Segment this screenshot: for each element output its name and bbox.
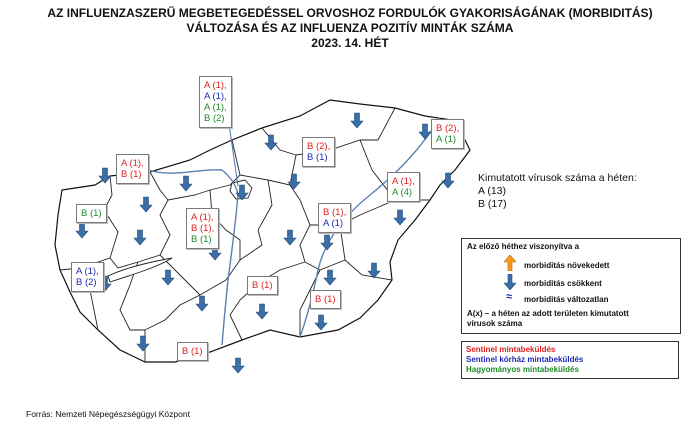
map-title-line1: AZ INFLUENZASZERŰ MEGBETEGEDÉSSEL ORVOSHOZ FORDULÓK GYAKORISÁGÁNAK (MORBIDITÁS) [47,6,653,20]
source-traditional: Hagyományos mintabeküldés [466,365,579,374]
label-line: B (2) [76,277,97,288]
label-line: B (2), [436,123,460,134]
region-label-hajdu [387,172,420,202]
label-line: B (1) [182,346,203,357]
label-line: B (1) [121,169,142,180]
source-hospital: Sentinel kórház mintabeküldés [466,355,584,364]
label-line: B (1), [191,223,215,234]
label-line: B (1), [323,207,347,218]
map-title-line2: VÁLTOZÁSA ÉS AZ INFLUENZA POZITÍV MINTÁK SZÁMA [186,21,514,35]
sample-source-legend [461,341,679,379]
virus-count-b: B (17) [478,198,507,210]
trend-legend [461,238,681,334]
region-label-gyor [76,204,107,223]
region-label-borsod [302,137,335,167]
label-line: B (1) [191,234,212,245]
label-line: A (1), [204,80,227,91]
label-line: A (1) [323,218,344,229]
legend-heading: Az előző héthez viszonyítva a [467,242,580,251]
region-label-komarom [116,154,149,184]
region-label-somogy [177,342,208,361]
source-sentinel: Sentinel mintabeküldés [466,345,556,354]
arrow-down-icon [232,358,244,373]
arrow-down-icon [504,274,516,290]
source-footer: Forrás: Nemzeti Népegészségügyi Központ [26,409,190,419]
label-line: A (1) [436,134,457,145]
region-label-vas [71,262,104,292]
legend-increased: morbiditás növekedett [524,261,610,270]
region-label-budapest [199,76,232,128]
label-line: B (1) [307,152,328,163]
legend-note-line2: vírusok száma [467,319,523,328]
label-line: A (1), [204,91,227,102]
region-label-bacs [247,276,278,295]
virus-count-heading: Kimutatott vírusok száma a héten: [478,172,637,184]
region-label-szolnok [318,203,351,233]
label-line: B (1) [81,208,102,219]
label-line: A (1), [392,176,415,187]
virus-count-a: A (13) [478,185,507,197]
label-line: B (2), [307,141,331,152]
label-line: A (4) [392,187,413,198]
label-line: A (1), [191,212,214,223]
legend-unchanged: morbiditás változatlan [524,295,609,304]
label-line: A (1), [204,102,227,113]
map-title-line3: 2023. 14. HÉT [311,36,389,50]
label-line: A (1), [121,158,144,169]
virus-count-panel [478,172,637,211]
label-line: B (1) [315,294,336,305]
region-label-fejer [186,208,219,249]
region-label-szabolcs [431,119,464,149]
legend-decreased: morbiditás csökkent [524,279,602,288]
region-label-csongrad [310,290,341,309]
label-line: A (1), [76,266,99,277]
label-line: B (2) [204,113,225,124]
legend-note-line1: A(x) – a héten az adott területen kimutatott [467,309,629,318]
approx-equal-icon: ≈ [506,291,513,303]
label-line: B (1) [252,280,273,291]
arrow-up-icon [504,255,516,271]
